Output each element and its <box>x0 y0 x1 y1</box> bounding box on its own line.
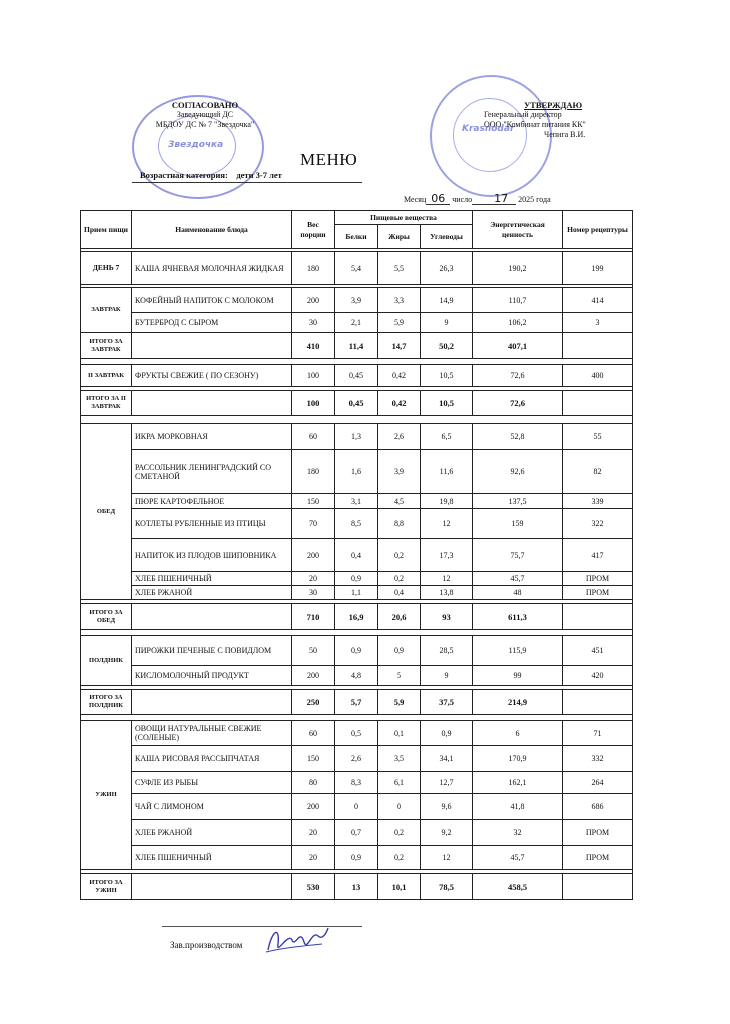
meal-lunch: ОБЕД <box>81 424 132 600</box>
weight-cell: 100 <box>292 391 335 416</box>
dish-name: ХЛЕБ ПШЕНИЧНЫЙ <box>132 572 292 586</box>
weight-cell: 80 <box>292 772 335 794</box>
carbs-cell: 9 <box>421 666 473 686</box>
protein-cell: 8,3 <box>335 772 378 794</box>
carbs-cell: 10,5 <box>421 391 473 416</box>
total-row <box>81 391 633 416</box>
protein-cell: 0 <box>335 794 378 820</box>
table-row <box>81 365 633 387</box>
page-title: МЕНЮ <box>300 150 358 169</box>
dish-name: ИКРА МОРКОВНАЯ <box>132 424 292 450</box>
header-nutrients: Пищевые вещества <box>335 211 473 225</box>
approved-block <box>478 100 628 140</box>
header-weight: Вес порции <box>292 211 335 249</box>
total-label: ИТОГО ЗА ЗАВТРАК <box>81 333 132 359</box>
recipe-cell: 339 <box>563 494 633 509</box>
dish-name: ХЛЕБ РЖАНОЙ <box>132 586 292 600</box>
table-row <box>81 572 633 586</box>
fat-cell: 10,1 <box>378 874 421 900</box>
footer-label: Зав.производством <box>170 940 243 950</box>
dish-name: ЧАЙ С ЛИМОНОМ <box>132 794 292 820</box>
header-meal: Прием пищи <box>81 211 132 249</box>
carbs-cell: 9 <box>421 313 473 333</box>
fat-cell: 6,1 <box>378 772 421 794</box>
energy-cell: 159 <box>473 509 563 539</box>
year-text: 2025 года <box>518 195 551 204</box>
agreed-line1: Заведующий ДС <box>176 110 234 119</box>
age-category <box>140 170 282 180</box>
energy-cell: 214,9 <box>473 690 563 715</box>
table-header-row <box>81 211 633 225</box>
fat-cell: 5,9 <box>378 313 421 333</box>
table-row <box>81 586 633 600</box>
recipe-cell: ПРОМ <box>563 572 633 586</box>
total-row <box>81 874 633 900</box>
carbs-cell: 10,5 <box>421 365 473 387</box>
weight-cell: 60 <box>292 721 335 746</box>
protein-cell: 1,3 <box>335 424 378 450</box>
fat-cell: 0,2 <box>378 572 421 586</box>
fat-cell: 4,5 <box>378 494 421 509</box>
recipe-cell: 332 <box>563 746 633 772</box>
recipe-cell: 55 <box>563 424 633 450</box>
fat-cell: 0,42 <box>378 365 421 387</box>
total-label: ИТОГО ЗА II ЗАВТРАК <box>81 391 132 416</box>
weight-cell: 250 <box>292 690 335 715</box>
weight-cell: 20 <box>292 846 335 870</box>
dish-name: БУТЕРБРОД С СЫРОМ <box>132 313 292 333</box>
protein-cell: 5,4 <box>335 252 378 285</box>
energy-cell: 48 <box>473 586 563 600</box>
carbs-cell: 12 <box>421 846 473 870</box>
energy-cell: 99 <box>473 666 563 686</box>
protein-cell: 2,6 <box>335 746 378 772</box>
dish-name: ХЛЕБ ПШЕНИЧНЫЙ <box>132 846 292 870</box>
weight-cell: 70 <box>292 509 335 539</box>
carbs-cell: 12 <box>421 509 473 539</box>
carbs-cell: 17,3 <box>421 539 473 572</box>
table-row <box>81 666 633 686</box>
energy-cell: 115,9 <box>473 636 563 666</box>
weight-cell: 150 <box>292 746 335 772</box>
carbs-cell: 0,9 <box>421 721 473 746</box>
dish-name: ХЛЕБ РЖАНОЙ <box>132 820 292 846</box>
carbs-cell: 78,5 <box>421 874 473 900</box>
dish-name: ОВОЩИ НАТУРАЛЬНЫЕ СВЕЖИЕ (СОЛЕНЫЕ) <box>132 721 292 746</box>
fat-cell: 0,2 <box>378 846 421 870</box>
dish-name: КИСЛОМОЛОЧНЫЙ ПРОДУКТ <box>132 666 292 686</box>
dish-name: НАПИТОК ИЗ ПЛОДОВ ШИПОВНИКА <box>132 539 292 572</box>
month-label: Месяц <box>404 195 427 204</box>
carbs-cell: 12,7 <box>421 772 473 794</box>
weight-cell: 20 <box>292 572 335 586</box>
protein-cell: 0,9 <box>335 572 378 586</box>
table-row <box>81 820 633 846</box>
recipe-cell: 3 <box>563 313 633 333</box>
fat-cell: 8,8 <box>378 509 421 539</box>
energy-cell: 45,7 <box>473 572 563 586</box>
protein-cell: 3,1 <box>335 494 378 509</box>
dish-name: РАССОЛЬНИК ЛЕНИНГРАДСКИЙ СО СМЕТАНОЙ <box>132 450 292 494</box>
protein-cell: 1,1 <box>335 586 378 600</box>
protein-cell: 4,8 <box>335 666 378 686</box>
energy-cell: 458,5 <box>473 874 563 900</box>
energy-cell: 32 <box>473 820 563 846</box>
energy-cell: 106,2 <box>473 313 563 333</box>
total-label: ИТОГО ЗА ОБЕД <box>81 604 132 630</box>
protein-cell: 0,7 <box>335 820 378 846</box>
carbs-cell: 37,5 <box>421 690 473 715</box>
fat-cell: 0,1 <box>378 721 421 746</box>
menu-table <box>80 210 633 900</box>
table-row <box>81 846 633 870</box>
recipe-cell: ПРОМ <box>563 586 633 600</box>
dish-name: ПЮРЕ КАРТОФЕЛЬНОЕ <box>132 494 292 509</box>
energy-cell: 72,6 <box>473 391 563 416</box>
weight-cell: 30 <box>292 586 335 600</box>
fat-cell: 0,9 <box>378 636 421 666</box>
recipe-cell: 451 <box>563 636 633 666</box>
weight-cell: 410 <box>292 333 335 359</box>
protein-cell: 8,5 <box>335 509 378 539</box>
table-row <box>81 636 633 666</box>
dish-name: КОТЛЕТЫ РУБЛЕННЫЕ ИЗ ПТИЦЫ <box>132 509 292 539</box>
weight-cell: 180 <box>292 252 335 285</box>
fat-cell: 0 <box>378 794 421 820</box>
table-row <box>81 794 633 820</box>
fat-cell: 0,4 <box>378 586 421 600</box>
dish-name: КОФЕЙНЫЙ НАПИТОК С МОЛОКОМ <box>132 288 292 313</box>
agreed-line2: МБДОУ ДС № 7 "Звездочка" <box>155 120 255 129</box>
meal-dinner: УЖИН <box>81 721 132 870</box>
recipe-cell: 420 <box>563 666 633 686</box>
fat-cell: 20,6 <box>378 604 421 630</box>
fat-cell: 5 <box>378 666 421 686</box>
protein-cell: 0,9 <box>335 846 378 870</box>
carbs-cell: 19,8 <box>421 494 473 509</box>
agreed-block <box>140 100 270 130</box>
day-value: 17 <box>494 192 509 205</box>
total-row <box>81 690 633 715</box>
recipe-cell: 264 <box>563 772 633 794</box>
energy-cell: 6 <box>473 721 563 746</box>
recipe-cell: 417 <box>563 539 633 572</box>
total-label: ИТОГО ЗА ПОЛДНИК <box>81 690 132 715</box>
protein-cell: 0,4 <box>335 539 378 572</box>
protein-cell: 0,45 <box>335 391 378 416</box>
header-energy: Энергетическая ценность <box>473 211 563 249</box>
recipe-cell: 199 <box>563 252 633 285</box>
table-row <box>81 313 633 333</box>
weight-cell: 200 <box>292 666 335 686</box>
energy-cell: 52,8 <box>473 424 563 450</box>
fat-cell: 5,5 <box>378 252 421 285</box>
header-dish: Наименование блюда <box>132 211 292 249</box>
age-rule <box>132 182 362 183</box>
table-row <box>81 772 633 794</box>
protein-cell: 2,1 <box>335 313 378 333</box>
energy-cell: 110,7 <box>473 288 563 313</box>
fat-cell: 0,2 <box>378 820 421 846</box>
weight-cell: 50 <box>292 636 335 666</box>
age-value: дети 3-7 лет <box>236 170 282 180</box>
energy-cell: 92,6 <box>473 450 563 494</box>
energy-cell: 611,3 <box>473 604 563 630</box>
weight-cell: 180 <box>292 450 335 494</box>
weight-cell: 150 <box>292 494 335 509</box>
total-row <box>81 604 633 630</box>
energy-cell: 407,1 <box>473 333 563 359</box>
age-label: Возрастная категория: <box>140 170 228 180</box>
month-value: 06 <box>431 192 446 205</box>
energy-cell: 72,6 <box>473 365 563 387</box>
table-row <box>81 721 633 746</box>
recipe-cell: ПРОМ <box>563 846 633 870</box>
protein-cell: 1,6 <box>335 450 378 494</box>
header-fat: Жиры <box>378 225 421 249</box>
energy-cell: 162,1 <box>473 772 563 794</box>
fat-cell: 14,7 <box>378 333 421 359</box>
table-row <box>81 450 633 494</box>
table-row <box>81 509 633 539</box>
recipe-cell: 414 <box>563 288 633 313</box>
recipe-cell: 322 <box>563 509 633 539</box>
weight-cell: 200 <box>292 288 335 313</box>
weight-cell: 60 <box>292 424 335 450</box>
protein-cell: 5,7 <box>335 690 378 715</box>
carbs-cell: 13,8 <box>421 586 473 600</box>
meal-breakfast: ЗАВТРАК <box>81 288 132 333</box>
protein-cell: 13 <box>335 874 378 900</box>
stamp-left-label: Звездочка <box>168 140 224 150</box>
recipe-cell: 82 <box>563 450 633 494</box>
table-row <box>81 539 633 572</box>
recipe-cell: 686 <box>563 794 633 820</box>
weight-cell: 710 <box>292 604 335 630</box>
energy-cell: 170,9 <box>473 746 563 772</box>
weight-cell: 200 <box>292 539 335 572</box>
energy-cell: 190,2 <box>473 252 563 285</box>
signature <box>262 922 332 960</box>
fat-cell: 5,9 <box>378 690 421 715</box>
header-recipe: Номер рецептуры <box>563 211 633 249</box>
header-carbs: Углеводы <box>421 225 473 249</box>
agreed-title: СОГЛАСОВАНО <box>171 100 239 110</box>
protein-cell: 0,9 <box>335 636 378 666</box>
fat-cell: 0,2 <box>378 539 421 572</box>
recipe-cell: ПРОМ <box>563 820 633 846</box>
dish-name: КАША РИСОВАЯ РАССЫПЧАТАЯ <box>132 746 292 772</box>
carbs-cell: 9,2 <box>421 820 473 846</box>
weight-cell: 530 <box>292 874 335 900</box>
table-row <box>81 494 633 509</box>
table-row <box>81 252 633 285</box>
carbs-cell: 28,5 <box>421 636 473 666</box>
weight-cell: 100 <box>292 365 335 387</box>
approved-line3: Чепига В.И. <box>544 130 586 139</box>
energy-cell: 137,5 <box>473 494 563 509</box>
carbs-cell: 6,5 <box>421 424 473 450</box>
carbs-cell: 9,6 <box>421 794 473 820</box>
weight-cell: 20 <box>292 820 335 846</box>
approved-title: УТВЕРЖДАЮ <box>523 100 583 110</box>
protein-cell: 0,5 <box>335 721 378 746</box>
table-row <box>81 746 633 772</box>
carbs-cell: 12 <box>421 572 473 586</box>
protein-cell: 3,9 <box>335 288 378 313</box>
energy-cell: 45,7 <box>473 846 563 870</box>
fat-cell: 0,42 <box>378 391 421 416</box>
meal-second-breakfast: II ЗАВТРАК <box>81 365 132 387</box>
carbs-cell: 14,9 <box>421 288 473 313</box>
fat-cell: 3,5 <box>378 746 421 772</box>
total-label: ИТОГО ЗА УЖИН <box>81 874 132 900</box>
approved-line1: Генеральный директор <box>484 110 562 119</box>
energy-cell: 75,7 <box>473 539 563 572</box>
table-row <box>81 288 633 313</box>
carbs-cell: 93 <box>421 604 473 630</box>
total-row <box>81 333 633 359</box>
fat-cell: 2,6 <box>378 424 421 450</box>
recipe-cell: 71 <box>563 721 633 746</box>
table-row <box>81 424 633 450</box>
dish-name: ФРУКТЫ СВЕЖИЕ ( ПО СЕЗОНУ) <box>132 365 292 387</box>
weight-cell: 30 <box>292 313 335 333</box>
dish-name: ПИРОЖКИ ПЕЧЕНЫЕ С ПОВИДЛОМ <box>132 636 292 666</box>
fat-cell: 3,3 <box>378 288 421 313</box>
protein-cell: 11,4 <box>335 333 378 359</box>
stamp-right-label: Krasnodar <box>462 124 515 134</box>
date-line <box>404 192 551 205</box>
fat-cell: 3,9 <box>378 450 421 494</box>
recipe-cell: 400 <box>563 365 633 387</box>
carbs-cell: 34,1 <box>421 746 473 772</box>
carbs-cell: 50,2 <box>421 333 473 359</box>
meal-snack: ПОЛДНИК <box>81 636 132 686</box>
approved-line2: ООО "Комбинат питания КК" <box>484 120 586 129</box>
protein-cell: 0,45 <box>335 365 378 387</box>
dish-name: СУФЛЕ ИЗ РЫБЫ <box>132 772 292 794</box>
protein-cell: 16,9 <box>335 604 378 630</box>
header-protein: Белки <box>335 225 378 249</box>
dish-name: КАША ЯЧНЕВАЯ МОЛОЧНАЯ ЖИДКАЯ <box>132 252 292 285</box>
meal-day: ДЕНЬ 7 <box>81 252 132 285</box>
carbs-cell: 26,3 <box>421 252 473 285</box>
weight-cell: 200 <box>292 794 335 820</box>
energy-cell: 41,8 <box>473 794 563 820</box>
day-label: число <box>452 195 473 204</box>
carbs-cell: 11,6 <box>421 450 473 494</box>
